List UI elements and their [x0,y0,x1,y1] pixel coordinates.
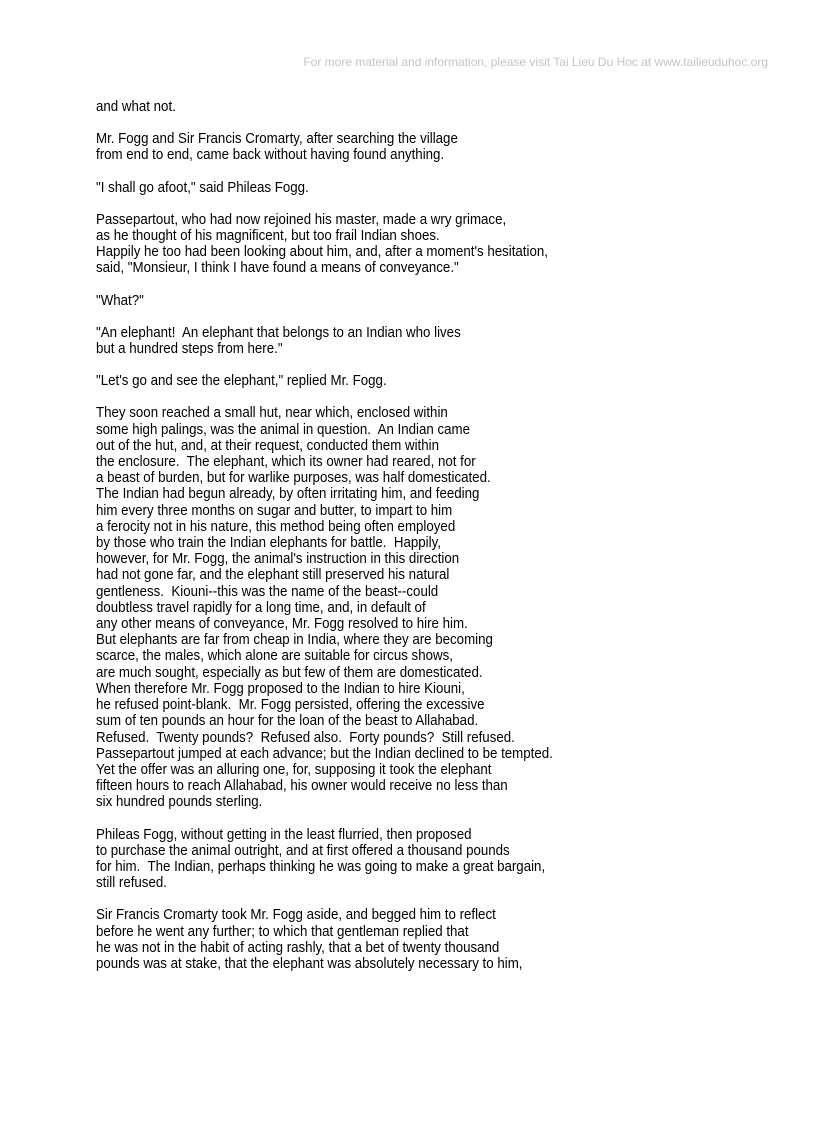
text-line: as he thought of his magnificent, but too frail Indian shoes. [96,228,440,245]
text-line: for him. The Indian, perhaps thinking he was going to make a great bargain, [96,858,546,875]
text-line: Refused. Twenty pounds? Refused also. Forty pounds? Still refused. [96,729,515,746]
text-line: had not gone far, and the elephant still preserved his natural [96,567,450,584]
paragraph [96,827,776,892]
text-line: him every three months on sugar and butter, to impart to him [96,502,453,519]
text-line: fifteen hours to reach Allahabad, his owner would receive no less than [96,778,508,795]
text-line: by those who train the Indian elephants for battle. Happily, [96,535,441,552]
text-line: however, for Mr. Fogg, the animal's instruction in this direction [96,551,460,568]
paragraph [96,99,776,115]
text-line: are much sought, especially as but few of them are domesticated. [96,664,483,681]
text-line: and what not. [96,99,176,115]
text-line: out of the hut, and, at their request, conducted them within [96,437,439,454]
text-line: When therefore Mr. Fogg proposed to the Indian to hire Kiouni, [96,680,465,697]
text-line: But elephants are far from cheap in India, where they are becoming [96,632,493,649]
text-line: Sir Francis Cromarty took Mr. Fogg aside, and begged him to reflect [96,907,496,924]
text-line: Passepartout jumped at each advance; but the Indian declined to be tempted. [96,745,553,762]
text-line: to purchase the animal outright, and at first offered a thousand pounds [96,842,510,859]
paragraph [96,212,776,277]
text-line: scarce, the males, which alone are suitable for circus shows, [96,648,453,665]
text-line: said, "Monsieur, I think I have found a means of conveyance." [96,260,459,277]
text-line: pounds was at stake, that the elephant was absolutely necessary to him, [96,955,523,972]
text-line: but a hundred steps from here." [96,341,283,358]
paragraph [96,293,776,309]
text-line: a ferocity not in his nature, this method being often employed [96,518,456,535]
text-line: Passepartout, who had now rejoined his master, made a wry grimace, [96,211,507,228]
text-line: a beast of burden, but for warlike purposes, was half domesticated. [96,470,491,487]
text-line: before he went any further; to which that gentleman replied that [96,923,469,940]
text-line: the enclosure. The elephant, which its owner had reared, not for [96,454,476,471]
text-line: still refused. [96,875,167,892]
text-line: Happily he too had been looking about him, and, after a moment's hesitation, [96,244,548,261]
paragraph [96,325,776,357]
paragraph [96,373,776,389]
text-line: six hundred pounds sterling. [96,794,263,811]
text-line: Phileas Fogg, without getting in the least flurried, then proposed [96,826,472,843]
text-line: "An elephant! An elephant that belongs to an Indian who lives [96,324,461,341]
page-body [96,99,776,988]
text-line: sum of ten pounds an hour for the loan of the beast to Allahabad. [96,713,479,730]
text-line: Yet the offer was an alluring one, for, supposing it took the elephant [96,761,492,778]
text-line: "Let's go and see the elephant," replied Mr. Fogg. [96,373,387,390]
paragraph [96,907,776,972]
text-line: gentleness. Kiouni--this was the name of the beast--could [96,583,439,600]
text-line: The Indian had begun already, by often irritating him, and feeding [96,486,480,503]
text-line: doubtless travel rapidly for a long time, and, in default of [96,599,426,616]
paragraph [96,180,776,196]
paragraph [96,131,776,163]
text-line: he refused point-blank. Mr. Fogg persisted, offering the excessive [96,697,485,714]
text-line: from end to end, came back without having found anything. [96,147,445,164]
text-line: he was not in the habit of acting rashly, that a bet of twenty thousand [96,939,500,956]
header-note: For more material and information, please visit Tai Lieu Du Hoc at www.tailieuduhoc.org [303,55,768,69]
text-line: some high palings, was the animal in question. An Indian came [96,421,471,438]
text-line: Mr. Fogg and Sir Francis Cromarty, after searching the village [96,131,458,148]
text-line: They soon reached a small hut, near which, enclosed within [96,405,448,422]
text-line: "I shall go afoot," said Phileas Fogg. [96,179,309,196]
paragraph [96,405,776,810]
text-line: "What?" [96,292,144,309]
text-line: any other means of conveyance, Mr. Fogg resolved to hire him. [96,616,468,633]
